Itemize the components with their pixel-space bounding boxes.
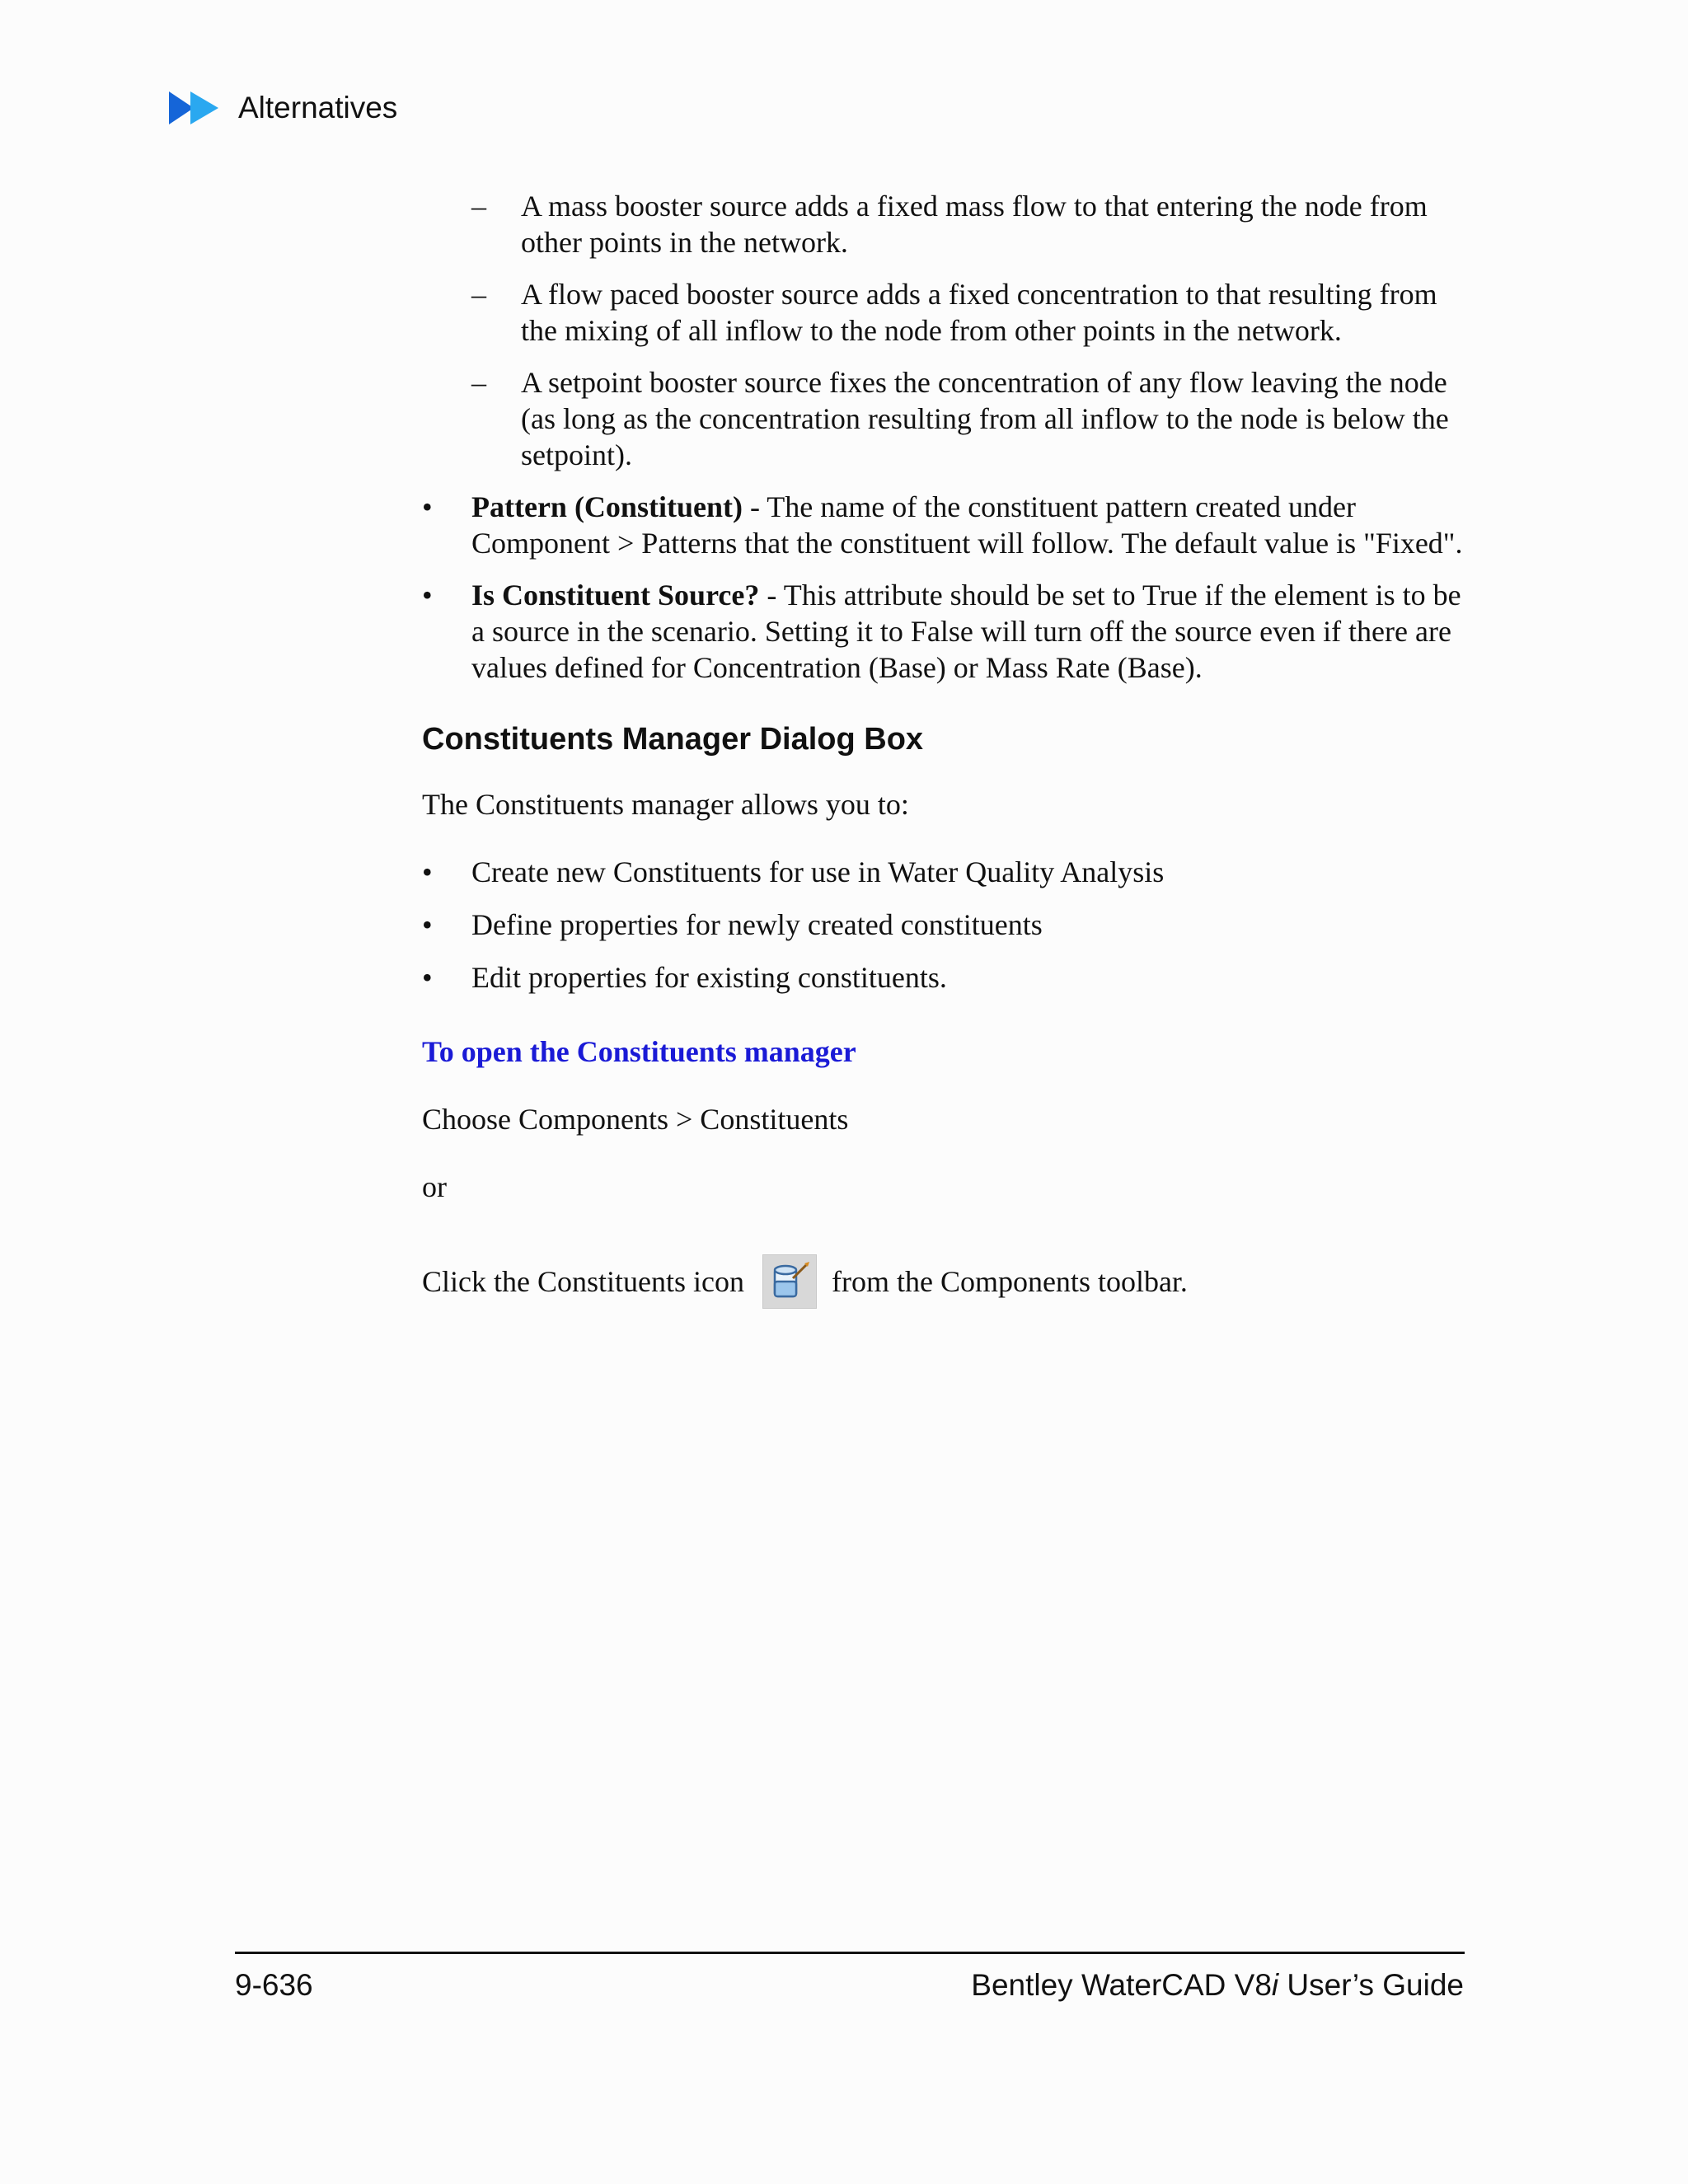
attribute-term: Pattern (Constituent) (471, 490, 743, 523)
list-item (422, 364, 1469, 473)
procedure-step-icon (422, 1254, 1469, 1309)
step-text-after: from the Components toolbar. (831, 1265, 1188, 1298)
list-item (422, 907, 1469, 943)
page-content (422, 188, 1469, 1309)
list-item-text: A mass booster source adds a fixed mass flow to that entering the node from other points in the network. (521, 190, 1428, 259)
capabilities-list (422, 854, 1469, 996)
list-item-text: A flow paced booster source adds a fixed concentration to that resulting from the mixing of all inflow to the node from other points in the network. (521, 278, 1437, 347)
procedure-heading: To open the Constituents manager (422, 1035, 856, 1068)
list-item-text: Create new Constituents for use in Water Quality Analysis (471, 855, 1165, 888)
list-item (422, 959, 1469, 996)
section-heading: Constituents Manager Dialog Box (422, 722, 924, 757)
bullet-marker: • (422, 855, 433, 888)
page-header (169, 87, 397, 129)
attribute-description: - This attribute should be set to True if the element is to be a source in the scenario. Setting it to False will turn off the source even if there are values defined for Concentration (Base) or Mass Rate (Base). (471, 579, 1461, 684)
guide-title-italic: i (1271, 1968, 1279, 2002)
step-text-before: Click the Constituents icon (422, 1265, 744, 1298)
bullet-marker: • (422, 961, 433, 994)
attribute-item (422, 489, 1469, 561)
bullet-marker: • (422, 579, 433, 612)
intro-paragraph: The Constituents manager allows you to: (422, 788, 909, 821)
guide-title-suffix: User’s Guide (1278, 1968, 1464, 2002)
or-text: or (422, 1170, 447, 1203)
page-number: 9-636 (235, 1968, 313, 2002)
list-item (422, 854, 1469, 890)
dash-marker: – (471, 190, 486, 223)
dash-marker: – (471, 278, 486, 311)
bullet-marker: • (422, 908, 433, 941)
list-item-text: A setpoint booster source fixes the concentration of any flow leaving the node (as long as the concentration resulting from all inflow to the node is below the setpoint). (521, 366, 1449, 471)
list-item (422, 276, 1469, 349)
header-title: Alternatives (238, 91, 398, 124)
double-arrow-icon (169, 90, 222, 126)
attribute-term: Is Constituent Source? (471, 579, 760, 612)
list-item-text: Define properties for newly created constituents (471, 908, 1043, 941)
bullet-marker: • (422, 490, 433, 523)
procedure-step: Choose Components > Constituents (422, 1103, 849, 1136)
attribute-item (422, 577, 1469, 686)
dash-marker: – (471, 366, 486, 399)
list-item (422, 188, 1469, 260)
attribute-description: - The name of the constituent pattern created under Component > Patterns that the constituent will follow. The default value is "Fixed". (471, 490, 1463, 560)
constituents-icon (762, 1254, 817, 1309)
guide-title-prefix: Bentley WaterCAD V8 (971, 1968, 1272, 2002)
footer-divider (235, 1952, 1465, 1954)
guide-title (971, 1968, 1464, 2003)
list-item-text: Edit properties for existing constituents. (471, 961, 947, 994)
